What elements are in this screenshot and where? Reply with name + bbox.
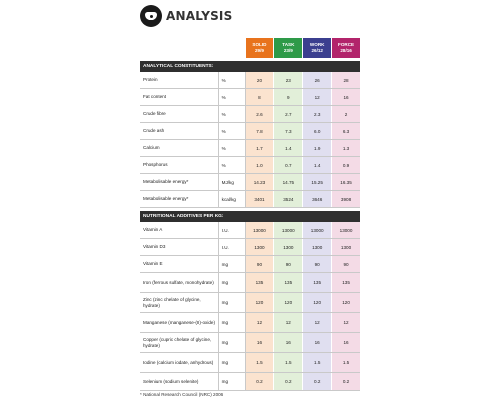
row-label: Metabolisable energy* [140,191,219,207]
row-label: Metabolisable energy* [140,174,219,190]
value-cell: 1.4 [303,157,331,173]
value-cell: 1300 [332,239,360,255]
row-unit: MJ/kg [219,174,246,190]
table-row [140,174,360,191]
value-cell: 2 [332,106,360,122]
row-label: Selenium (sodium selenite) [140,373,219,390]
value-cell: 13000 [332,222,360,238]
row-unit: % [219,157,246,173]
row-unit: mg [219,313,246,332]
row-unit: I.U. [219,239,246,255]
row-unit: I.U. [219,222,246,238]
value-cell: 2.7 [274,106,302,122]
value-cell: 7.3 [274,123,302,139]
value-cell: 8 [246,89,274,105]
value-cell: 90 [246,256,274,272]
value-cell: 14.23 [246,174,274,190]
brand-header-spacer [140,38,246,58]
value-cell: 6.0 [303,123,331,139]
value-cell: 0.9 [332,157,360,173]
section-header: NUTRITIONAL ADDITIVES PER KG: [140,211,360,222]
table-row [140,373,360,391]
row-label: Copper (cupric chelate of glycine, hydrate) [140,333,219,352]
value-cell: 13000 [246,222,274,238]
value-cell: 1.5 [303,353,331,372]
dog-head-icon [140,5,162,27]
value-cell: 12 [246,313,274,332]
brand-header-task [274,38,302,58]
row-label: Crude ash [140,123,219,139]
row-label: Calcium [140,140,219,156]
value-cell: 20 [246,72,274,88]
row-unit: mg [219,273,246,292]
row-label: Iodine (calcium iodate, anhydrous) [140,353,219,372]
value-cell: 90 [332,256,360,272]
value-cell: 14.75 [274,174,302,190]
row-unit: mg [219,256,246,272]
value-cell: 135 [303,273,331,292]
value-cell: 16.35 [332,174,360,190]
analysis-table [140,38,360,391]
table-row [140,191,360,208]
value-cell: 135 [246,273,274,292]
value-cell: 6.3 [332,123,360,139]
row-label: Iron (ferrous sulfate, monohydrate) [140,273,219,292]
value-cell: 16 [332,89,360,105]
value-cell: 0.7 [274,157,302,173]
value-cell: 90 [303,256,331,272]
value-cell: 23 [274,72,302,88]
row-label: Manganese (manganese-(II)-oxide) [140,313,219,332]
value-cell: 2.3 [303,106,331,122]
brand-name: WORK [309,42,325,48]
value-cell: 12 [332,313,360,332]
row-label: Vitamin A [140,222,219,238]
value-cell: 1.5 [246,353,274,372]
table-row [140,333,360,353]
row-unit: % [219,72,246,88]
value-cell: 16 [332,333,360,352]
row-label: Phosphorus [140,157,219,173]
row-label: Fat content [140,89,219,105]
row-unit: mg [219,293,246,312]
value-cell: 9 [274,89,302,105]
table-row [140,353,360,373]
brand-name: FORCE [338,42,355,48]
value-cell: 12 [274,313,302,332]
row-unit: % [219,89,246,105]
brand-ratio: 26/12 [311,48,323,53]
value-cell: 16 [303,333,331,352]
table-row [140,273,360,293]
value-cell: 1.5 [274,353,302,372]
brand-ratio: 23/9 [283,48,293,53]
brand-name: TASK [282,42,295,48]
value-cell: 120 [246,293,274,312]
value-cell: 3908 [332,191,360,207]
row-unit: mg [219,333,246,352]
value-cell: 1.0 [246,157,274,173]
row-label: Vitamin E [140,256,219,272]
row-label: Vitamin D3 [140,239,219,255]
table-row [140,140,360,157]
brand-header-work [303,38,331,58]
row-unit: % [219,140,246,156]
value-cell: 12 [303,89,331,105]
value-cell: 1.4 [274,140,302,156]
value-cell: 1.3 [332,140,360,156]
value-cell: 120 [303,293,331,312]
row-label: Zinc (zinc chelate of glycine, hydrate) [140,293,219,312]
brand-header-row [140,38,360,58]
row-label: Protein [140,72,219,88]
value-cell: 1.7 [246,140,274,156]
value-cell: 2.6 [246,106,274,122]
value-cell: 0.2 [303,373,331,390]
value-cell: 13000 [274,222,302,238]
value-cell: 12 [303,313,331,332]
table-row [140,89,360,106]
value-cell: 120 [274,293,302,312]
row-unit: % [219,123,246,139]
value-cell: 3401 [246,191,274,207]
table-row [140,106,360,123]
table-row [140,293,360,313]
value-cell: 0.2 [332,373,360,390]
table-row [140,123,360,140]
row-unit: kcal/kg [219,191,246,207]
value-cell: 16 [274,333,302,352]
footnote: * National Research Council (NRC) 2006 [140,392,224,397]
value-cell: 1300 [246,239,274,255]
table-sections [140,61,360,391]
brand-header-solid [246,38,274,58]
table-row [140,72,360,89]
page-title: ANALYSIS [166,9,233,23]
brand-ratio: 29/9 [254,48,264,53]
value-cell: 1.5 [332,353,360,372]
value-cell: 120 [332,293,360,312]
value-cell: 16 [246,333,274,352]
table-row [140,222,360,239]
section-header: ANALYTICAL CONSTITUENTS: [140,61,360,72]
row-unit: % [219,106,246,122]
value-cell: 1300 [303,239,331,255]
row-unit: mg [219,373,246,390]
value-cell: 1300 [274,239,302,255]
table-row [140,256,360,273]
value-cell: 135 [274,273,302,292]
row-label: Crude fibre [140,106,219,122]
table-row [140,239,360,256]
value-cell: 90 [274,256,302,272]
page-header [140,4,232,28]
brand-header-force [332,38,360,58]
brand-name: SOLID [252,42,267,48]
table-row [140,313,360,333]
row-unit: mg [219,353,246,372]
value-cell: 0.2 [246,373,274,390]
value-cell: 3646 [303,191,331,207]
table-row [140,157,360,174]
value-cell: 13000 [303,222,331,238]
value-cell: 3524 [274,191,302,207]
brand-ratio: 28/16 [340,48,352,53]
value-cell: 28 [332,72,360,88]
value-cell: 15.25 [303,174,331,190]
value-cell: 0.2 [274,373,302,390]
value-cell: 135 [332,273,360,292]
value-cell: 7.8 [246,123,274,139]
value-cell: 1.9 [303,140,331,156]
value-cell: 26 [303,72,331,88]
